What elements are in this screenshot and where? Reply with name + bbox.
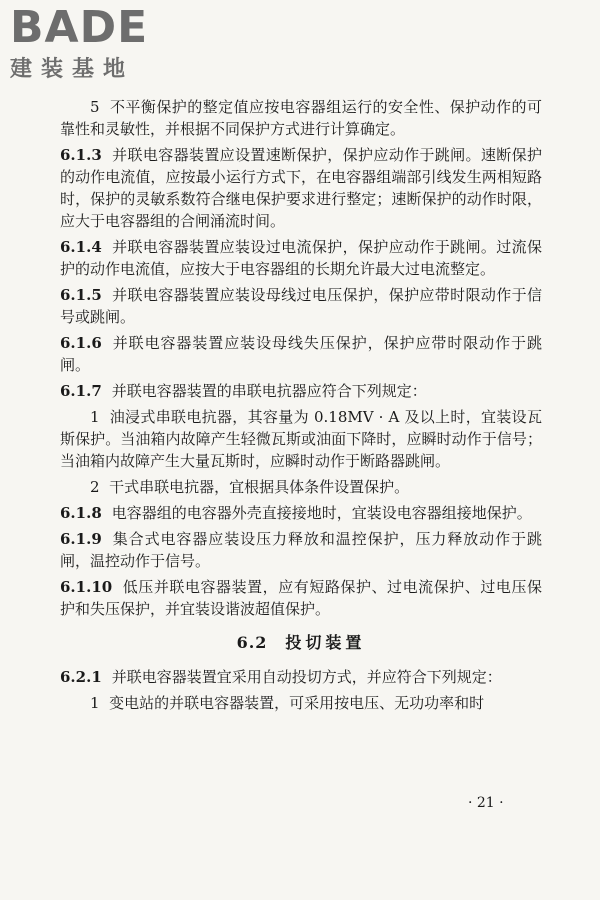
paragraph-number: 2	[90, 478, 100, 496]
clause-paragraph	[60, 144, 542, 232]
page-body	[60, 96, 542, 718]
paragraph-text: 并联电容器装置应装设过电流保护，保护应动作于跳闸。过流保护的动作电流值，应按大于电容器组的长期允许最大过电流整定。	[60, 238, 542, 278]
paragraph-text: 并联电容器装置应设置速断保护，保护应动作于跳闸。速断保护的动作电流值，应按最小运行方式下，在电容器组端部引线发生两相短路时，保护的灵敏系数符合继电保护要求进行整定；速断保护的动作时限，应大于电容器组的合闸涌流时间。	[60, 146, 542, 230]
paragraph-number: 6.2.1	[60, 668, 102, 686]
clause-paragraph	[60, 380, 542, 402]
paragraph-text: 变电站的并联电容器装置，可采用按电压、无功功率和时	[109, 694, 485, 712]
paragraph-text: 并联电容器装置应装设母线失压保护，保护应带时限动作于跳闸。	[60, 334, 542, 374]
paragraph-number: 1	[90, 694, 100, 712]
paragraph-number: 5	[90, 98, 100, 116]
logo	[10, 2, 180, 83]
clause-paragraph	[60, 236, 542, 280]
paragraph-text: 干式串联电抗器，宜根据具体条件设置保护。	[109, 478, 410, 496]
paragraph-text: 低压并联电容器装置，应有短路保护、过电流保护、过电压保护和失压保护，并宜装设谐波超值保护。	[60, 578, 542, 618]
paragraph-text: 集合式电容器应装设压力释放和温控保护，压力释放动作于跳闸，温控动作于信号。	[60, 530, 542, 570]
paragraph-number: 6.1.8	[60, 504, 102, 522]
logo-wordmark: BADE	[10, 2, 149, 53]
logo-subtitle: 建装基地	[10, 57, 135, 82]
paragraph-text: 不平衡保护的整定值应按电容器组运行的安全性、保护动作的可靠性和灵敏性，并根据不同保护方式进行计算确定。	[60, 98, 542, 138]
section-heading	[60, 632, 542, 654]
paragraph-list	[60, 96, 542, 620]
paragraph-text: 并联电容器装置的串联电抗器应符合下列规定：	[111, 382, 427, 400]
paragraph-text: 油浸式串联电抗器，其容量为 0.18MV · A 及以上时，宜装设瓦斯保护。当油箱内故障产生轻微瓦斯或油面下降时，应瞬时动作于信号；当油箱内故障产生大量瓦斯时，应瞬时动作于断路器跳闸。	[60, 408, 542, 470]
paragraph-text: 并联电容器装置宜采用自动投切方式，并应符合下列规定：	[111, 668, 502, 686]
paragraph-text: 电容器组的电容器外壳直接接地时，宜装设电容器组接地保护。	[111, 504, 532, 522]
page-number: · 21 ·	[468, 795, 504, 811]
clause-paragraph	[60, 502, 542, 524]
clause-paragraph	[60, 666, 542, 688]
list-item	[60, 476, 542, 498]
section-number: 6.2	[236, 633, 268, 652]
clause-paragraph	[60, 332, 542, 376]
paragraph-list-after	[60, 666, 542, 714]
list-item	[60, 406, 542, 472]
paragraph-number: 6.1.10	[60, 578, 113, 596]
paragraph-number: 6.1.3	[60, 146, 102, 164]
clause-paragraph	[60, 576, 542, 620]
paragraph-number: 6.1.9	[60, 530, 102, 548]
list-item	[60, 692, 542, 714]
clause-paragraph	[60, 284, 542, 328]
paragraph-number: 6.1.7	[60, 382, 102, 400]
paragraph-number: 6.1.5	[60, 286, 102, 304]
list-item	[60, 96, 542, 140]
paragraph-text: 并联电容器装置应装设母线过电压保护，保护应带时限动作于信号或跳闸。	[60, 286, 542, 326]
paragraph-number: 1	[90, 408, 100, 426]
paragraph-number: 6.1.4	[60, 238, 102, 256]
clause-paragraph	[60, 528, 542, 572]
section-title-text: 投切装置	[285, 633, 366, 652]
paragraph-number: 6.1.6	[60, 334, 102, 352]
